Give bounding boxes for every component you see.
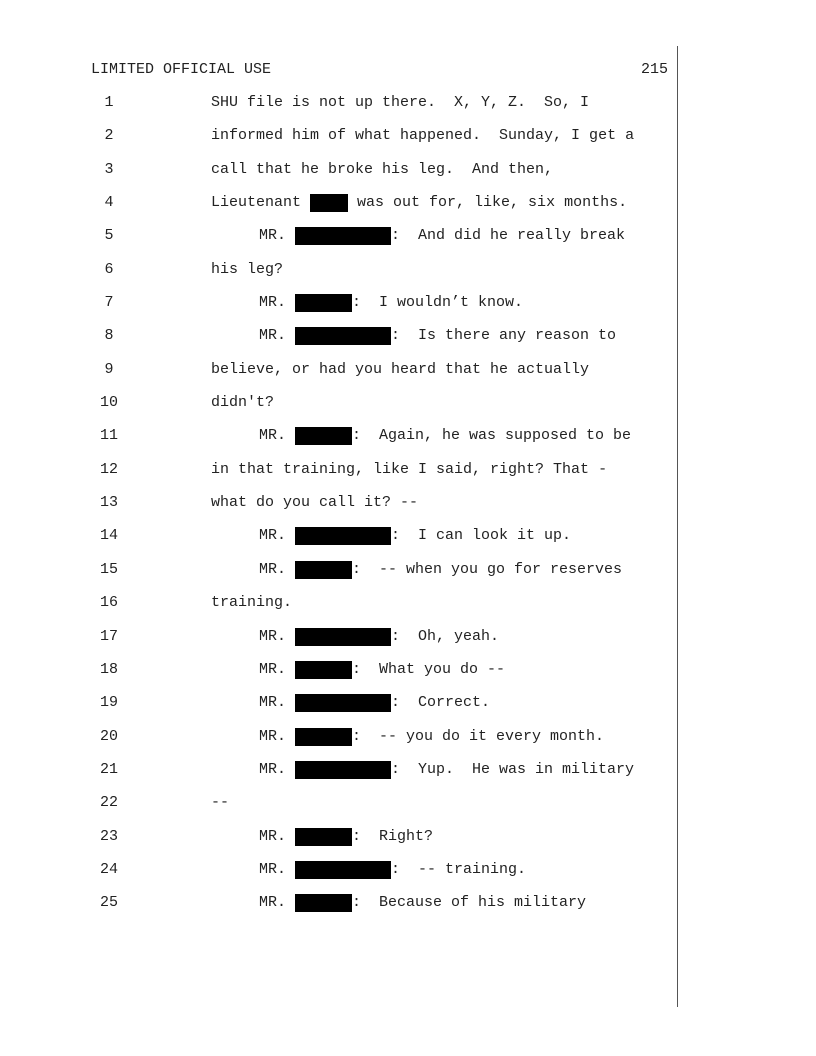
- line-text: [259, 294, 523, 312]
- line-text-after-redaction: was out for, like, six months.: [348, 194, 628, 212]
- line-number: 16: [99, 594, 118, 612]
- transcript-line: [0, 527, 676, 560]
- line-text: SHU file is not up there. X, Y, Z. So, I: [211, 94, 590, 111]
- line-number: 21: [99, 760, 118, 778]
- line-text-before-redaction: Lieutenant: [211, 194, 311, 212]
- page-number: 215: [640, 61, 668, 78]
- redaction-block: [295, 861, 391, 879]
- transcript-body: [0, 94, 676, 928]
- line-number: 8: [104, 327, 114, 345]
- speaker-prefix: MR.: [259, 327, 296, 345]
- line-text: --: [211, 794, 230, 812]
- line-number: 5: [104, 227, 114, 245]
- line-text: [259, 661, 505, 679]
- line-text-after-redaction: : I wouldn’t know.: [352, 294, 524, 312]
- line-number: 2: [104, 127, 114, 145]
- redaction-block: [295, 227, 391, 245]
- redaction-block: [295, 894, 352, 912]
- line-text-after-redaction: : And did he really break: [391, 227, 626, 245]
- transcript-line: [0, 561, 676, 594]
- line-number: 19: [99, 694, 118, 712]
- redaction-block: [295, 427, 352, 445]
- line-text-after-redaction: : Correct.: [391, 694, 491, 712]
- speaker-prefix: MR.: [259, 560, 296, 578]
- redaction-block: [295, 628, 391, 646]
- transcript-line: [0, 694, 676, 727]
- speaker-prefix: MR.: [259, 527, 296, 545]
- line-text: [259, 227, 625, 245]
- line-text-after-redaction: : -- when you go for reserves: [352, 560, 623, 578]
- line-number: 14: [99, 527, 118, 545]
- speaker-prefix: MR.: [259, 294, 296, 312]
- redaction-block: [295, 661, 352, 679]
- line-text-after-redaction: : -- training.: [391, 860, 527, 878]
- transcript-line: [0, 594, 676, 627]
- line-text-after-redaction: : Oh, yeah.: [391, 627, 500, 645]
- line-number: 22: [99, 794, 118, 812]
- transcript-line: [0, 728, 676, 761]
- redaction-block: [295, 761, 391, 779]
- line-number: 4: [104, 194, 114, 212]
- line-text: [259, 427, 631, 445]
- line-number: 13: [99, 494, 118, 512]
- line-number: 3: [104, 160, 114, 178]
- line-text-after-redaction: : -- you do it every month.: [352, 727, 605, 745]
- line-text: [211, 194, 627, 212]
- line-text: training.: [211, 594, 293, 612]
- line-text: informed him of what happened. Sunday, I get a: [211, 127, 635, 145]
- line-text-after-redaction: : Yup. He was in military: [391, 760, 635, 778]
- line-text: [259, 861, 526, 879]
- line-text: [259, 894, 586, 912]
- line-text: believe, or had you heard that he actually: [211, 360, 590, 378]
- redaction-block: [295, 561, 352, 579]
- line-number: 10: [99, 394, 118, 412]
- transcript-line: [0, 427, 676, 460]
- redaction-block: [310, 194, 348, 212]
- transcript-line: [0, 394, 676, 427]
- speaker-prefix: MR.: [259, 727, 296, 745]
- transcript-line: [0, 294, 676, 327]
- line-number: 20: [99, 727, 118, 745]
- speaker-prefix: MR.: [259, 694, 296, 712]
- line-number: 6: [104, 260, 114, 278]
- transcript-line: [0, 894, 676, 927]
- line-text: call that he broke his leg. And then,: [211, 160, 554, 178]
- transcript-line: [0, 794, 676, 827]
- line-text: in that training, like I said, right? That -: [211, 460, 608, 478]
- line-number: 12: [99, 460, 118, 478]
- line-text: [259, 728, 604, 746]
- transcript-line: [0, 227, 676, 260]
- transcript-line: [0, 94, 676, 127]
- line-number: 18: [99, 660, 118, 678]
- transcript-line: [0, 828, 676, 861]
- speaker-prefix: MR.: [259, 427, 296, 445]
- line-text: what do you call it? --: [211, 494, 419, 512]
- line-text: [259, 628, 499, 646]
- line-text: didn't?: [211, 394, 275, 412]
- transcript-line: [0, 761, 676, 794]
- right-margin-rule: [677, 46, 678, 1007]
- redaction-block: [295, 327, 391, 345]
- speaker-prefix: MR.: [259, 627, 296, 645]
- line-text-after-redaction: : What you do --: [352, 660, 506, 678]
- line-text: his leg?: [211, 260, 284, 278]
- speaker-prefix: MR.: [259, 660, 296, 678]
- document-marking: LIMITED OFFICIAL USE: [91, 61, 272, 78]
- redaction-block: [295, 728, 352, 746]
- speaker-prefix: MR.: [259, 827, 296, 845]
- transcript-line: [0, 161, 676, 194]
- line-number: 1: [104, 94, 114, 111]
- line-number: 25: [99, 894, 118, 912]
- line-text-after-redaction: : Right?: [352, 827, 434, 845]
- line-text: [259, 828, 433, 846]
- transcript-line: [0, 127, 676, 160]
- transcript-line: [0, 461, 676, 494]
- transcript-line: [0, 861, 676, 894]
- line-text: [259, 561, 622, 579]
- speaker-prefix: MR.: [259, 860, 296, 878]
- transcript-line: [0, 361, 676, 394]
- line-number: 15: [99, 560, 118, 578]
- redaction-block: [295, 294, 352, 312]
- transcript-line: [0, 327, 676, 360]
- transcript-line: [0, 628, 676, 661]
- line-number: 23: [99, 827, 118, 845]
- redaction-block: [295, 527, 391, 545]
- line-number: 9: [104, 360, 114, 378]
- line-text-after-redaction: : Is there any reason to: [391, 327, 617, 345]
- line-number: 11: [99, 427, 118, 445]
- line-text: [259, 761, 634, 779]
- speaker-prefix: MR.: [259, 894, 296, 912]
- line-number: 7: [104, 294, 114, 312]
- line-text: [259, 327, 616, 345]
- line-text: [259, 694, 490, 712]
- transcript-line: [0, 661, 676, 694]
- speaker-prefix: MR.: [259, 227, 296, 245]
- line-number: 24: [99, 860, 118, 878]
- redaction-block: [295, 828, 352, 846]
- speaker-prefix: MR.: [259, 760, 296, 778]
- transcript-line: [0, 261, 676, 294]
- transcript-line: [0, 194, 676, 227]
- line-text-after-redaction: : I can look it up.: [391, 527, 572, 545]
- line-number: 17: [99, 627, 118, 645]
- redaction-block: [295, 694, 391, 712]
- line-text-after-redaction: : Because of his military: [352, 894, 587, 912]
- transcript-line: [0, 494, 676, 527]
- line-text-after-redaction: : Again, he was supposed to be: [352, 427, 632, 445]
- line-text: [259, 527, 571, 545]
